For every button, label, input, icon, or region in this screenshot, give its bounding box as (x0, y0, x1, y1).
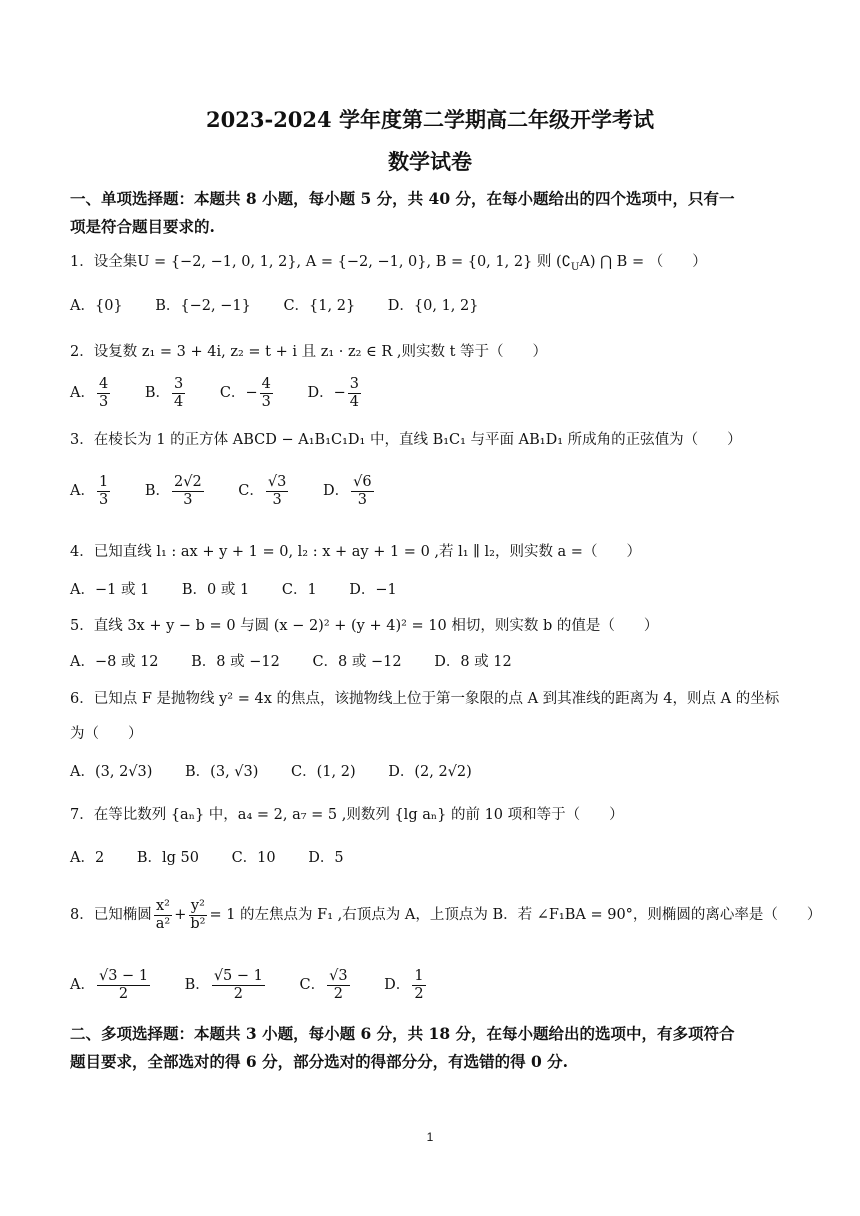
q8-b-label: B． (184, 977, 210, 994)
q2-b-fraction (172, 376, 185, 410)
q8-c-num: √3 (329, 968, 348, 984)
q5-option-b[interactable]: B．8 或 −12 (191, 654, 280, 670)
q8-x-fraction (154, 898, 172, 932)
question-8-options (70, 968, 794, 1002)
q8-c-den: 2 (333, 985, 343, 1002)
page-number: 1 (426, 1130, 434, 1144)
section1-line2: 项是符合题目要求的. (70, 217, 215, 236)
question-4-options (70, 578, 794, 602)
q2-option-d[interactable] (307, 376, 363, 410)
q8-option-b[interactable] (185, 968, 267, 1002)
q8-b-num: √5 − 1 (213, 968, 263, 984)
q8-x-num: x² (155, 898, 170, 914)
q4-option-d[interactable]: D．−1 (349, 582, 397, 598)
q2-c-label: C． (219, 385, 246, 402)
q8-y-fraction (188, 898, 207, 932)
q8-d-label: D． (384, 977, 411, 994)
section2-line1: 二、多项选择题：本题共 3 小题，每小题 6 分，共 18 分，在每小题给出的选项中，有多项符合 (70, 1024, 735, 1043)
q3-d-fraction (351, 474, 373, 508)
q8-c-label: C． (299, 977, 326, 994)
q6-option-a[interactable]: A．(3, 2√3) (70, 764, 153, 780)
q3-a-fraction (97, 474, 110, 508)
q4-option-a[interactable]: A．−1 或 1 (70, 582, 150, 598)
exam-title: 2023-2024 学年度第二学期高二年级开学考试 (206, 107, 654, 132)
q2-d-den: 4 (349, 393, 359, 410)
q3-b-label: B． (144, 483, 170, 500)
q7-option-c[interactable]: C．10 (231, 850, 276, 866)
q2-d-label: D． (307, 385, 334, 402)
question-4: 4．已知直线 l₁ : ax + y + 1 = 0, l₂ : x + ay + 1 = 0 ,若 l₁ ∥ l₂，则实数 a =（ ） (70, 544, 641, 560)
q2-a-fraction (97, 376, 110, 410)
q3-d-den: 3 (357, 491, 367, 508)
question-1-text-end: A) ⋂ B = （ ） (579, 254, 707, 270)
section2-line2: 题目要求，全部选对的得 6 分，部分选对的得部分分，有选错的得 0 分. (70, 1052, 569, 1071)
q8-b-den: 2 (233, 985, 243, 1002)
exam-subtitle: 数学试卷 (388, 149, 472, 174)
q3-b-num: 2√2 (173, 474, 202, 490)
q3-a-label: A． (70, 483, 95, 500)
q2-option-a[interactable] (70, 376, 112, 410)
q8-option-d[interactable] (384, 968, 427, 1002)
q3-option-a[interactable] (70, 474, 112, 508)
q2-option-b[interactable] (145, 376, 187, 410)
q1-option-c[interactable]: C．{1, 2} (283, 298, 356, 314)
q8-pre: 8．已知椭圆 (70, 907, 152, 924)
q8-a-label: A． (70, 977, 95, 994)
q4-option-b[interactable]: B．0 或 1 (181, 582, 250, 598)
question-7: 7．在等比数列 {aₙ} 中，a₄ = 2, a₇ = 5 ,则数列 {lg aₙ} 的前 10 项和等于（ ） (70, 807, 624, 823)
q2-d-fraction (348, 376, 361, 410)
q8-d-den: 2 (414, 985, 424, 1002)
q2-c-fraction (260, 376, 273, 410)
question-1-text: 1．设全集U = {−2, −1, 0, 1, 2}, A = {−2, −1, 0}, B = {0, 1, 2} 则 (∁ (70, 254, 571, 270)
q8-post: = 1 的左焦点为 F₁ ,右顶点为 A，上顶点为 B．若 ∠F₁BA = 90°，则椭圆的离心率是（ ） (209, 907, 822, 924)
q2-b-label: B． (144, 385, 170, 402)
section1-line1: 一、单项选择题：本题共 8 小题，每小题 5 分，共 40 分，在每小题给出的四个选项中，只有一 (70, 189, 735, 208)
q8-option-c[interactable] (299, 968, 351, 1002)
q8-b-fraction (212, 968, 265, 1002)
q3-a-den: 3 (98, 491, 109, 508)
question-2-options (70, 376, 794, 410)
q3-b-den: 3 (183, 491, 193, 508)
question-3-options (70, 474, 794, 508)
q2-c-num: 4 (261, 376, 271, 392)
question-6-options (70, 760, 794, 784)
q2-c-den: 3 (261, 393, 271, 410)
q8-d-fraction (412, 968, 425, 1002)
section1-heading (70, 185, 794, 241)
question-5: 5．直线 3x + y − b = 0 与圆 (x − 2)² + (y + 4)² = 10 相切，则实数 b 的值是（ ） (70, 618, 659, 634)
q8-a-fraction (97, 968, 150, 1002)
section2-heading (70, 1020, 794, 1076)
q2-a-num: 4 (98, 376, 109, 392)
q3-option-d[interactable] (323, 474, 376, 508)
q2-a-den: 3 (98, 393, 109, 410)
q2-d-sign: − (333, 385, 346, 402)
q2-b-num: 3 (173, 376, 184, 392)
q5-option-c[interactable]: C．8 或 −12 (312, 654, 402, 670)
question-5-options (70, 650, 794, 674)
q8-option-a[interactable] (70, 968, 152, 1002)
q8-a-num: √3 − 1 (98, 968, 149, 984)
q8-a-den: 2 (118, 985, 129, 1002)
q2-b-den: 4 (173, 393, 184, 410)
question-1 (70, 250, 794, 280)
q6-option-d[interactable]: D．(2, 2√2) (388, 764, 472, 780)
question-2: 2．设复数 z₁ = 3 + 4i, z₂ = t + i 且 z₁ · z₂ ∈ R ,则实数 t 等于（ ） (70, 344, 548, 360)
q1-option-a[interactable]: A．{0} (70, 298, 123, 314)
question-6-line1: 6．已知点 F 是抛物线 y² = 4x 的焦点，该抛物线上位于第一象限的点 A 到其准线的距离为 4，则点 A 的坐标 (70, 691, 780, 707)
q3-a-num: 1 (98, 474, 109, 490)
q6-option-b[interactable]: B．(3, √3) (185, 764, 259, 780)
q3-c-label: C． (238, 483, 264, 500)
q8-plus: + (174, 907, 187, 924)
q2-a-label: A． (70, 385, 95, 402)
q8-x-den: a² (155, 915, 171, 932)
q5-option-a[interactable]: A．−8 或 12 (70, 654, 159, 670)
q8-y-num: y² (190, 898, 205, 914)
q3-c-fraction (266, 474, 288, 508)
complement-subscript: U (570, 261, 580, 273)
q3-c-num: √3 (267, 474, 287, 490)
question-7-options (70, 846, 794, 870)
q8-d-num: 1 (414, 968, 424, 984)
q2-c-sign: − (245, 385, 258, 402)
q3-b-fraction (172, 474, 204, 508)
q3-d-label: D． (322, 483, 350, 500)
q8-y-den: b² (190, 915, 206, 932)
q4-option-c[interactable]: C．1 (281, 582, 317, 598)
q1-option-d[interactable]: D．{0, 1, 2} (387, 298, 479, 314)
q3-option-c[interactable] (238, 474, 290, 508)
q7-option-d[interactable]: D．5 (308, 850, 344, 866)
q8-c-fraction (327, 968, 349, 1002)
question-1-options (70, 294, 794, 318)
q3-d-num: √6 (353, 474, 372, 490)
question-3: 3．在棱长为 1 的正方体 ABCD − A₁B₁C₁D₁ 中，直线 B₁C₁ 与平面 AB₁D₁ 所成角的正弦值为（ ） (70, 432, 742, 448)
q7-option-a[interactable]: A．2 (70, 850, 105, 866)
q2-d-num: 3 (349, 376, 359, 392)
q2-option-c[interactable] (220, 376, 275, 410)
q7-option-b[interactable]: B．lg 50 (136, 850, 199, 866)
q1-option-b[interactable]: B．{−2, −1} (155, 298, 251, 314)
question-8 (70, 898, 822, 932)
q6-option-c[interactable]: C．(1, 2) (291, 764, 356, 780)
q3-option-b[interactable] (145, 474, 206, 508)
q3-c-den: 3 (272, 491, 282, 508)
question-6-line2: 为（ ） (70, 726, 143, 742)
q5-option-d[interactable]: D．8 或 12 (434, 654, 512, 670)
